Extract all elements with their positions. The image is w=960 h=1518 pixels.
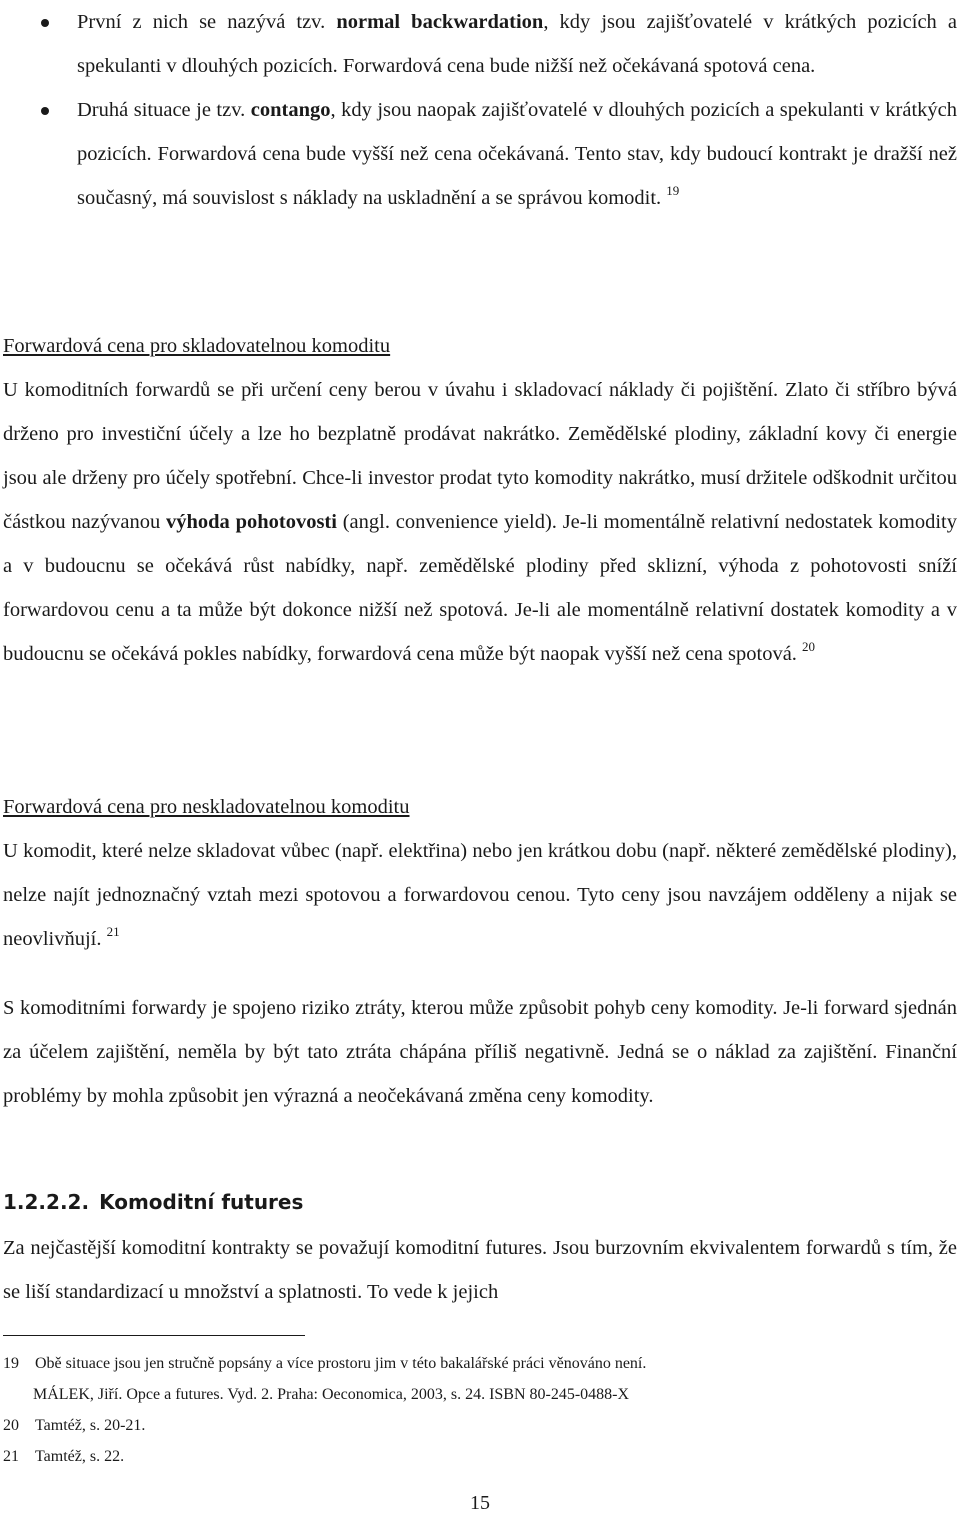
bullet-contango: [0, 88, 957, 220]
footnote-text: Obě situace jsou jen stručně popsány a více prostoru jim v této bakalářské práci věnováno není.: [35, 1355, 647, 1372]
paragraph-nonstorable-commodity: [3, 829, 957, 961]
footnote-number: 19: [3, 1355, 19, 1372]
bullet-text-pre: Druhá situace je tzv.: [77, 99, 251, 121]
term-convenience-yield: výhoda pohotovosti: [165, 511, 337, 533]
paragraph-commodity-futures: Za nejčastější komoditní kontrakty se považují komoditní futures. Jsou burzovním ekvivalentem forwardů s tím, že se liší standardizací u množství a splatnosti. To vede k jejich: [3, 1237, 957, 1303]
section-title: Komoditní futures: [99, 1190, 304, 1214]
section-number: 1.2.2.2.: [3, 1190, 90, 1214]
footnote-21: [3, 1441, 943, 1472]
footnote-ref-20[interactable]: 20: [802, 639, 816, 654]
page-number: 15: [470, 1492, 490, 1514]
footnote-20: [3, 1410, 943, 1441]
paragraph-storable-commodity: [3, 368, 957, 676]
footnote-separator: [3, 1335, 305, 1336]
footnote-ref-21[interactable]: 21: [106, 924, 120, 939]
bullet-text-pre: První z nich se nazývá tzv.: [77, 11, 337, 33]
bullet-text-post: , kdy jsou naopak zajišťovatelé v dlouhých pozicích a spekulanti v krátkých pozicích. Forwardová cena bude vyšší než cena očekávaná. Tento stav, kdy budoucí kontrakt je dražší než současný, má souvislost s náklady na uskladnění a se správou komodit.: [77, 99, 958, 209]
section-heading-commodity-futures: [3, 1180, 303, 1224]
footnotes: [3, 1348, 943, 1472]
bullet-list: [0, 0, 960, 220]
footnote-number: 21: [3, 1448, 19, 1465]
bullet-dot-icon: [41, 19, 49, 27]
bullet-dot-icon: [41, 107, 49, 115]
footnote-19: [3, 1348, 943, 1379]
heading-nonstorable-commodity: Forwardová cena pro neskladovatelnou komoditu: [3, 796, 410, 818]
bullet-normal-backwardation: [0, 0, 957, 88]
footnote-text: Tamtéž, s. 22.: [35, 1448, 125, 1465]
storable-text-post: (angl. convenience yield). Je-li momentálně relativní nedostatek komodity a v budoucnu se očekává růst nabídky, např. zemědělské plodiny před sklizní, výhoda z pohotovosti sníží forwardovou cenu a ta může být dokonce nižší než spotová. Je-li ale momentálně relativní dostatek komodity a v budoucnu se očekává pokles nabídky, forwardová cena může být naopak vyšší než cena spotová.: [3, 511, 958, 665]
footnote-number: 20: [3, 1417, 19, 1434]
term-contango: contango: [250, 99, 331, 121]
bullet-text-post: , kdy jsou zajišťovatelé v krátkých pozicích a spekulanti v dlouhých pozicích. Forwardová cena bude nižší než očekávaná spotová cena.: [77, 11, 957, 77]
footnote-ref-19[interactable]: 19: [666, 183, 680, 198]
term-normal-backwardation: normal backwardation: [336, 11, 544, 33]
footnote-19-citation: MÁLEK, Jiří. Opce a futures. Vyd. 2. Praha: Oeconomica, 2003, s. 24. ISBN 80-245-0488-X: [33, 1386, 630, 1403]
storable-text-pre: U komoditních forwardů se při určení ceny berou v úvahu i skladovací náklady či pojištění. Zlato či stříbro bývá drženo pro investiční účely a lze ho bezplatně prodávat nakrátko. Zemědělské plodiny, základní kovy či energie jsou ale drženy pro účely spotřební. Chce-li investor prodat tyto komodity nakrátko, musí držitele odškodnit určitou částkou nazývanou: [3, 379, 957, 533]
heading-storable-commodity: Forwardová cena pro skladovatelnou komoditu: [3, 335, 391, 357]
paragraph-forward-risk: S komoditními forwardy je spojeno riziko ztráty, kterou může způsobit pohyb ceny komodity. Je-li forward sjednán za účelem zajištění, neměla by být tato ztráta chápána příliš negativně. Jedná se o náklad za zajištění. Finanční problémy by mohla způsobit jen výrazná a neočekávaná změna ceny komodity.: [3, 997, 957, 1107]
footnote-text: Tamtéž, s. 20-21.: [35, 1417, 146, 1434]
nonstorable-text: U komodit, které nelze skladovat vůbec (např. elektřina) nebo jen krátkou dobu (např. některé zemědělské plodiny), nelze najít jednoznačný vztah mezi spotovou a forwardovou cenou. Tyto ceny jsou navzájem odděleny a nijak se neovlivňují.: [3, 840, 957, 950]
